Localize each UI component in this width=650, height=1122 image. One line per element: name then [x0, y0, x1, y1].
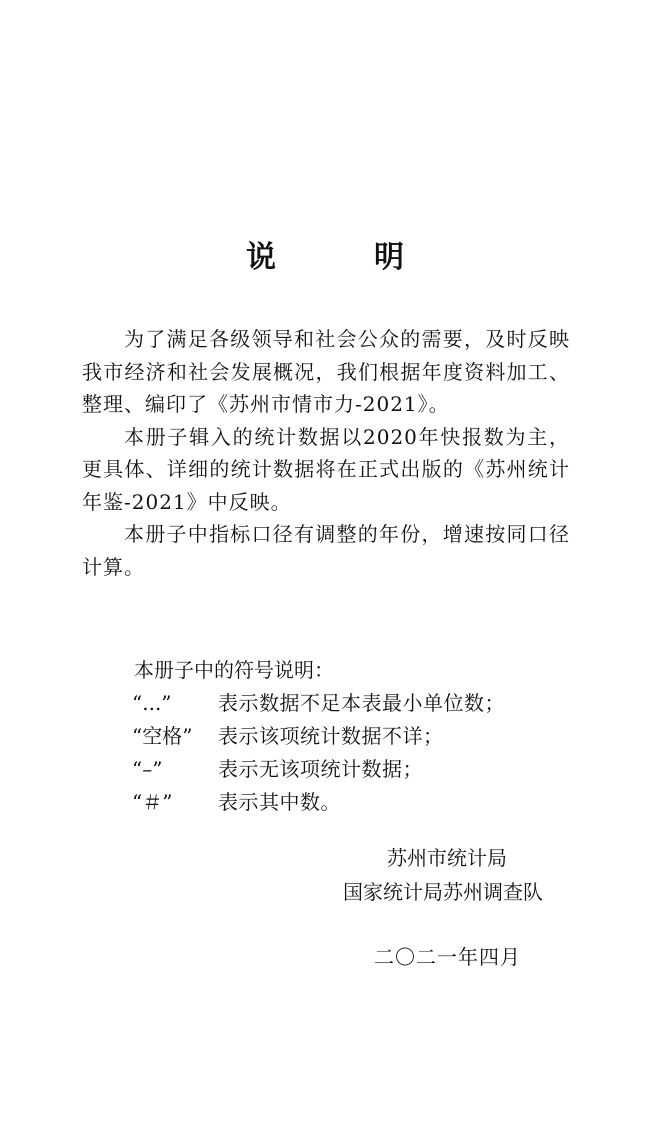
symbol-meaning: 表示数据不足本表最小单位数； [218, 691, 505, 715]
symbol-meaning: 表示其中数。 [218, 790, 341, 814]
paragraph: 本册子辑入的统计数据以2020年快报数为主，更具体、详细的统计数据将在正式出版的《苏州统计年鉴-2021》中反映。 [82, 424, 570, 514]
symbol-row [132, 753, 574, 786]
signature-org-bureau: 苏州市统计局 [387, 846, 507, 870]
symbol: “＃” [132, 790, 173, 814]
paragraph: 本册子中指标口径有调整的年份，增速按同口径计算。 [82, 522, 570, 579]
symbol-legend-heading: 本册子中的符号说明： [134, 658, 334, 682]
symbol: “...” [132, 691, 172, 715]
symbol-meaning: 表示无该项统计数据； [218, 757, 423, 781]
intro-text [82, 323, 570, 583]
symbol: “–” [132, 757, 163, 781]
paragraph: 为了满足各级领导和社会公众的需要，及时反映我市经济和社会发展概况，我们根据年度资料加工、整理、编印了《苏州市情市力-2021》。 [82, 327, 570, 416]
page-title: 说 明 [246, 240, 438, 275]
symbol-legend [134, 654, 574, 819]
symbol-row [132, 687, 574, 720]
symbol-meaning: 表示该项统计数据不详； [218, 724, 444, 748]
signature-date: 二〇二一年四月 [374, 945, 521, 969]
signature-org-survey-team: 国家统计局苏州调查队 [343, 880, 543, 904]
symbol: “空格” [132, 724, 193, 748]
symbol-row [132, 786, 574, 819]
symbol-row [132, 720, 574, 753]
